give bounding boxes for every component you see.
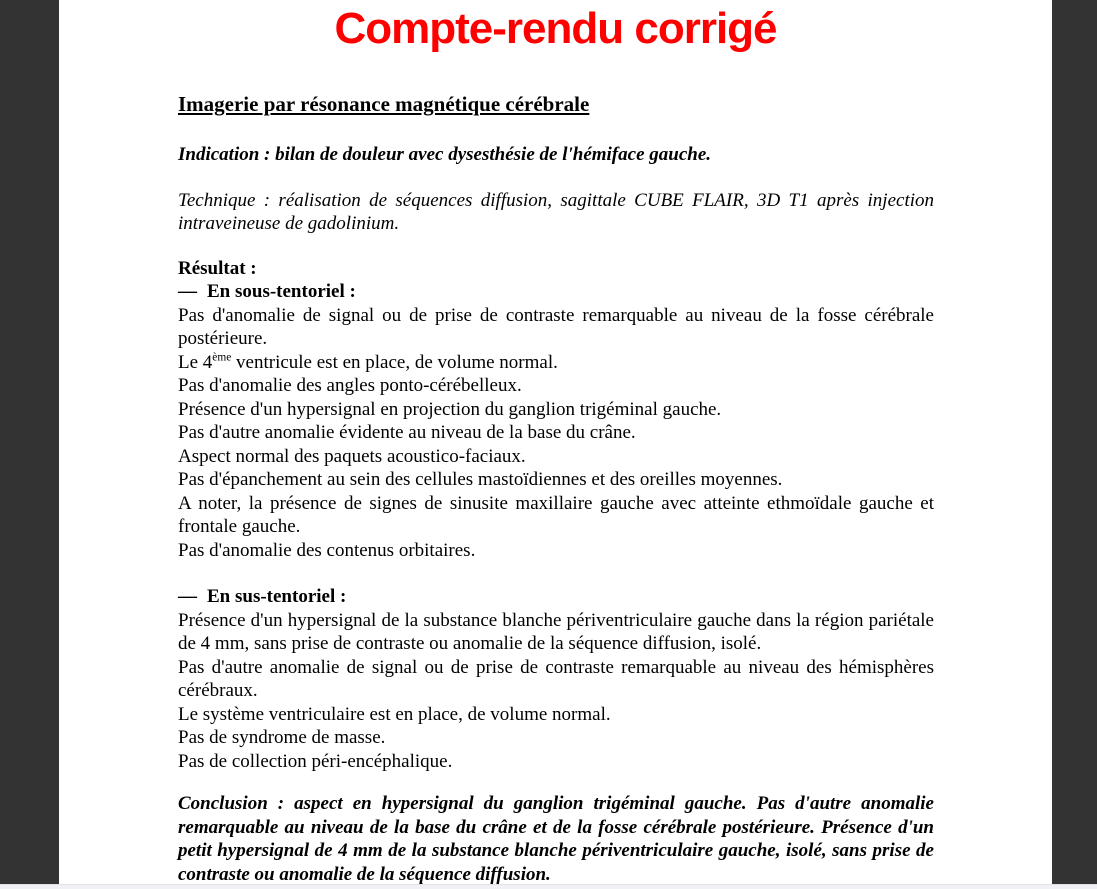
report-body (178, 92, 934, 884)
technique-paragraph: Technique : réalisation de séquences diffusion, sagittale CUBE FLAIR, 3D T1 après injection intraveineuse de gadolinium. (178, 189, 934, 234)
dash-marker: — (178, 586, 197, 607)
ventricule-suffix: ventricule est en place, de volume normal. (231, 351, 558, 373)
result-line: Le système ventriculaire est en place, de volume normal. (178, 703, 611, 725)
viewport-bottom-strip (0, 884, 1097, 889)
subsection-title: En sous-tentoriel : (207, 281, 356, 302)
result-line: Pas d'anomalie des contenus orbitaires. (178, 539, 476, 561)
result-label: Résultat : (178, 257, 257, 279)
conclusion-paragraph: Conclusion : aspect en hypersignal du ganglion trigéminal gauche. Pas d'autre anomalie remarquable au niveau de la base du crâne et de la fosse cérébrale postérieure. Présence d'un petit hypersignal de 4 mm de la substance blanche périventriculaire gauche, isolé, sans prise de contraste ou anomalie de la séquence diffusion. (178, 793, 934, 884)
ventricule-prefix: Le 4 (178, 351, 213, 373)
result-line: A noter, la présence de signes de sinusite maxillaire gauche avec atteinte ethmoïdale gauche et frontale gauche. (178, 492, 934, 537)
result-line: Présence d'un hypersignal de la substance blanche périventriculaire gauche dans la région pariétale de 4 mm, sans prise de contraste ou anomalie de la séquence diffusion, isolé. (178, 609, 934, 654)
dash-marker: — (178, 281, 197, 302)
result-line: Pas d'épanchement au sein des cellules mastoïdiennes et des oreilles moyennes. (178, 469, 783, 490)
result-line: Pas d'autre anomalie de signal ou de prise de contraste remarquable au niveau des hémisphères cérébraux. (178, 656, 934, 701)
result-line-ventricule (178, 351, 934, 375)
subsection-title: En sus-tentoriel : (207, 586, 347, 607)
report-heading: Imagerie par résonance magnétique cérébrale (178, 92, 590, 116)
subsection-sous-tentoriel (178, 280, 934, 304)
ordinal-superscript: ème (212, 351, 232, 364)
result-line: Pas d'anomalie des angles ponto-cérébelleux. (178, 375, 522, 396)
indication-line: Indication : bilan de douleur avec dysesthésie de l'hémiface gauche. (178, 144, 712, 165)
result-line: Pas de syndrome de masse. (178, 727, 386, 748)
document-page (59, 0, 1052, 884)
result-line: Pas de collection péri-encéphalique. (178, 750, 453, 772)
result-line: Pas d'autre anomalie évidente au niveau de la base du crâne. (178, 422, 636, 443)
document-title: Compte-rendu corrigé (334, 4, 777, 53)
result-line: Aspect normal des paquets acoustico-faciaux. (178, 445, 526, 467)
result-line: Présence d'un hypersignal en projection du ganglion trigéminal gauche. (178, 398, 722, 420)
subsection-sus-tentoriel (178, 585, 934, 609)
result-line: Pas d'anomalie de signal ou de prise de contraste remarquable au niveau de la fosse cérébrale postérieure. (178, 304, 934, 349)
